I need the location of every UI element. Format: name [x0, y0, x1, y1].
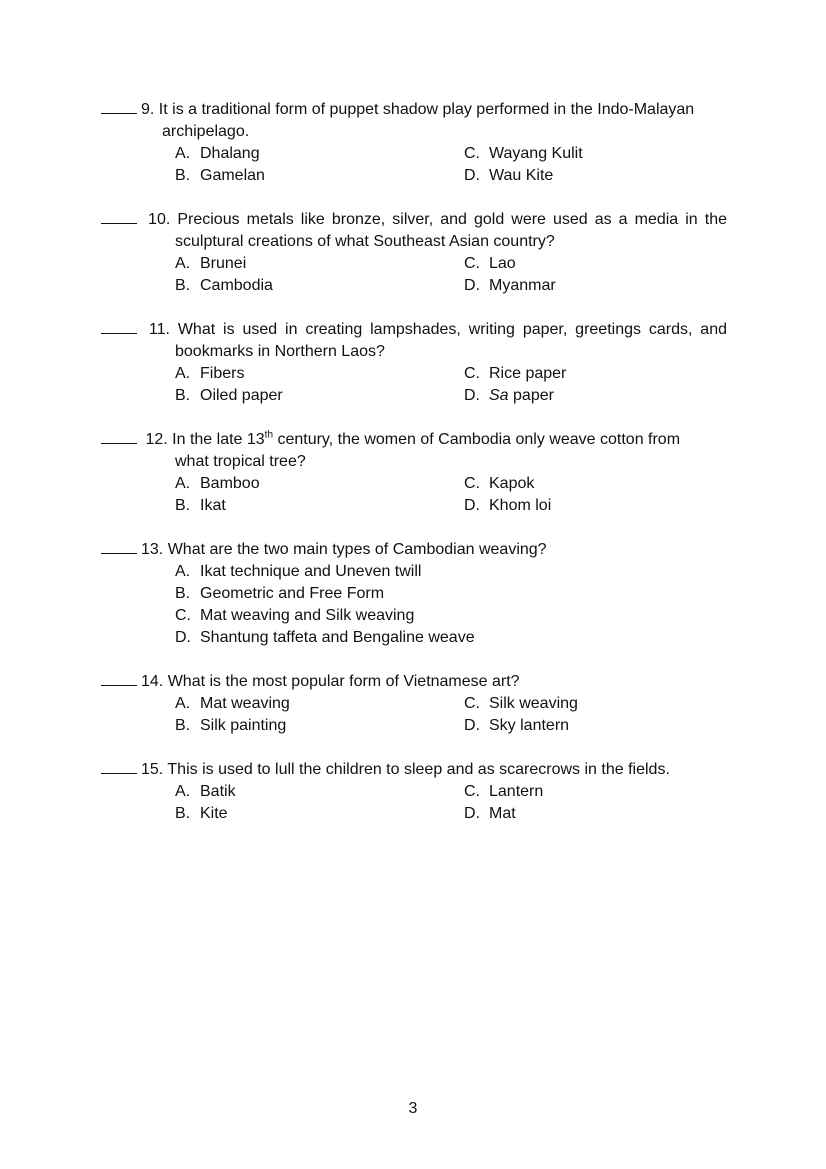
option-c	[464, 143, 724, 165]
option-text: Kite	[200, 805, 228, 822]
question-stem	[101, 319, 727, 341]
option-letter: C.	[464, 783, 480, 800]
option-text: Ikat technique and Uneven twill	[200, 563, 422, 580]
question-number: 13.	[141, 541, 164, 558]
option-letter: A.	[175, 783, 191, 800]
question-15	[101, 759, 727, 825]
question-14	[101, 671, 727, 737]
option-a	[175, 561, 675, 583]
option-text: Shantung taffeta and Bengaline weave	[200, 629, 475, 646]
option-d	[175, 627, 675, 649]
question-text: In the late 13	[172, 431, 265, 448]
option-letter: C.	[464, 365, 480, 382]
answer-blank[interactable]	[101, 209, 137, 224]
option-a	[175, 781, 464, 803]
option-text: Khom loi	[489, 497, 552, 514]
option-letter: C.	[464, 695, 480, 712]
option-letter: D.	[464, 497, 480, 514]
option-letter: A.	[175, 255, 191, 272]
superscript: th	[264, 429, 274, 441]
option-text-italic: Sa	[489, 387, 509, 404]
option-letter: D.	[464, 277, 480, 294]
option-a	[175, 363, 464, 385]
option-text: Mat	[489, 805, 516, 822]
option-letter: B.	[175, 585, 191, 602]
option-d	[464, 385, 724, 407]
question-text: This is used to lull the children to sleep and as scarecrows in the fields.	[167, 761, 670, 778]
options	[101, 561, 727, 649]
option-text: Mat weaving and Silk weaving	[200, 607, 415, 624]
option-text: Gamelan	[200, 167, 265, 184]
option-text: Brunei	[200, 255, 247, 272]
option-text: Dhalang	[200, 145, 260, 162]
option-text: paper	[508, 387, 554, 404]
option-b	[175, 385, 464, 407]
option-c	[464, 363, 724, 385]
question-text: What is used in creating lampshades, writing paper, greetings cards, and	[177, 321, 727, 338]
option-text: Wayang Kulit	[489, 145, 583, 162]
option-text: Oiled paper	[200, 387, 283, 404]
option-text: Silk weaving	[489, 695, 578, 712]
option-c	[464, 253, 724, 275]
option-c	[464, 473, 724, 495]
option-text: Sky lantern	[489, 717, 570, 734]
option-c	[464, 781, 724, 803]
option-d	[464, 803, 724, 825]
option-letter: D.	[464, 805, 480, 822]
question-text: Precious metals like bronze, silver, and gold were used as a media in the	[177, 211, 727, 228]
question-11	[101, 319, 727, 407]
question-13	[101, 539, 727, 649]
option-text: Fibers	[200, 365, 245, 382]
option-text: Lantern	[489, 783, 544, 800]
answer-blank[interactable]	[101, 429, 137, 444]
option-b	[175, 165, 464, 187]
option-text: Mat weaving	[200, 695, 290, 712]
question-10	[101, 209, 727, 297]
option-letter: B.	[175, 805, 191, 822]
option-text: Rice paper	[489, 365, 567, 382]
answer-blank[interactable]	[101, 99, 137, 114]
question-number: 11.	[148, 321, 170, 338]
option-b	[175, 275, 464, 297]
question-stem	[101, 99, 727, 121]
option-a	[175, 143, 464, 165]
question-number: 12.	[145, 431, 168, 448]
option-letter: B.	[175, 277, 191, 294]
question-stem	[101, 209, 727, 231]
options	[101, 143, 727, 187]
question-text-cont: what tropical tree?	[175, 453, 306, 470]
option-letter: C.	[464, 255, 480, 272]
option-d	[464, 495, 724, 517]
answer-blank[interactable]	[101, 759, 137, 774]
question-stem	[101, 539, 727, 561]
option-text: Ikat	[200, 497, 226, 514]
option-text: Wau Kite	[489, 167, 554, 184]
option-c	[464, 693, 724, 715]
question-text: century, the women of Cambodia only weave cotton from	[273, 431, 681, 448]
option-d	[464, 715, 724, 737]
option-text: Cambodia	[200, 277, 273, 294]
option-text: Myanmar	[489, 277, 556, 294]
option-text: Lao	[489, 255, 516, 272]
option-a	[175, 473, 464, 495]
options	[101, 781, 727, 825]
options	[101, 473, 727, 517]
option-d	[464, 165, 724, 187]
option-letter: C.	[175, 607, 191, 624]
option-letter: A.	[175, 475, 191, 492]
option-text: Silk painting	[200, 717, 287, 734]
option-letter: D.	[464, 167, 480, 184]
option-letter: A.	[175, 563, 191, 580]
options	[101, 693, 727, 737]
option-b	[175, 495, 464, 517]
page-number: 3	[408, 1100, 418, 1117]
option-text: Batik	[200, 783, 236, 800]
question-number: 15.	[141, 761, 164, 778]
option-letter: B.	[175, 387, 191, 404]
question-stem	[101, 759, 727, 781]
option-d	[464, 275, 724, 297]
question-text-cont: bookmarks in Northern Laos?	[175, 343, 385, 360]
option-letter: B.	[175, 167, 191, 184]
option-letter: B.	[175, 497, 191, 514]
question-stem	[101, 671, 727, 693]
option-b	[175, 583, 675, 605]
option-letter: A.	[175, 145, 191, 162]
option-letter: D.	[464, 717, 480, 734]
answer-blank[interactable]	[101, 671, 137, 686]
option-letter: C.	[464, 145, 480, 162]
option-c	[175, 605, 675, 627]
answer-blank[interactable]	[101, 319, 137, 334]
question-9	[101, 99, 727, 187]
option-text: Geometric and Free Form	[200, 585, 385, 602]
option-letter: D.	[464, 387, 480, 404]
question-stem	[101, 429, 727, 451]
options	[101, 253, 727, 297]
question-text: It is a traditional form of puppet shadow play performed in the Indo-Malayan	[158, 101, 695, 118]
question-number: 9.	[141, 101, 155, 118]
question-text-cont: sculptural creations of what Southeast Asian country?	[175, 233, 555, 250]
question-text-cont: archipelago.	[162, 123, 250, 140]
question-12	[101, 429, 727, 517]
options	[101, 363, 727, 407]
question-text: What are the two main types of Cambodian weaving?	[167, 541, 547, 558]
quiz-questions	[101, 99, 727, 847]
option-letter: A.	[175, 695, 191, 712]
option-b	[175, 803, 464, 825]
question-number: 10.	[148, 211, 171, 228]
option-letter: B.	[175, 717, 191, 734]
option-text: Kapok	[489, 475, 535, 492]
option-a	[175, 693, 464, 715]
question-number: 14.	[141, 673, 164, 690]
question-text: What is the most popular form of Vietnamese art?	[167, 673, 520, 690]
option-b	[175, 715, 464, 737]
option-a	[175, 253, 464, 275]
option-text: Bamboo	[200, 475, 260, 492]
option-letter: C.	[464, 475, 480, 492]
option-letter: D.	[175, 629, 191, 646]
option-letter: A.	[175, 365, 191, 382]
answer-blank[interactable]	[101, 539, 137, 554]
